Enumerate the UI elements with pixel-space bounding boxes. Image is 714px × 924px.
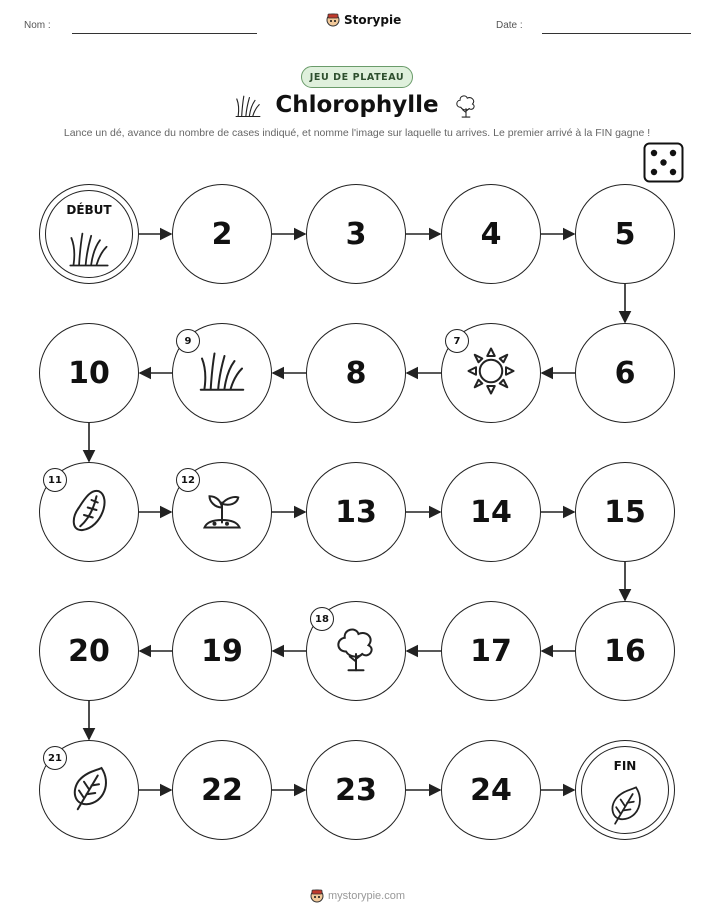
board-cell-15 [575,462,675,562]
date-label: Date : [496,20,523,31]
board-cell-21 [39,740,139,840]
board-cell-18 [306,601,406,701]
seed-icon [64,485,114,539]
cell-number: 24 [470,772,512,808]
cell-number-badge: 9 [176,329,200,353]
cell-number: 14 [470,494,512,530]
board-cell-22 [172,740,272,840]
board-cell-19 [172,601,272,701]
leaf-icon [64,763,114,817]
board-cell-4 [441,184,541,284]
grass-icon [197,346,247,400]
board-cell-16 [575,601,675,701]
board-cell-11 [39,462,139,562]
cell-number: 16 [604,633,646,669]
instructions-text: Lance un dé, avance du nombre de cases indiqué, et nomme l'image sur laquelle tu arrives. Le premier arrivé à la FIN gagne ! [63,127,651,139]
cell-number-badge: 18 [310,607,334,631]
cell-number-badge: 7 [445,329,469,353]
board-cell-12 [172,462,272,562]
start-label: DÉBUT [66,203,112,217]
board-cell-23 [306,740,406,840]
board-cell-10 [39,323,139,423]
board-cell-9 [172,323,272,423]
board-cell-13 [306,462,406,562]
board-cell-17 [441,601,541,701]
cell-number: 15 [604,494,646,530]
grass-icon [67,227,111,275]
board-cell-2 [172,184,272,284]
sprout-icon [197,485,247,539]
cell-number: 22 [201,772,243,808]
leaf-icon [603,783,647,831]
cell-number: 4 [480,216,502,252]
board-cell-8 [306,323,406,423]
cell-number: 6 [614,355,636,391]
cell-number: 13 [335,494,377,530]
cell-number: 19 [201,633,243,669]
cell-number: 20 [68,633,110,669]
game-type-badge: JEU DE PLATEAU [301,66,413,88]
footer-url: mystorypie.com [328,890,406,902]
cell-number: 17 [470,633,512,669]
board-cell-20 [39,601,139,701]
cell-number: 2 [211,216,233,252]
cell-number: 5 [614,216,636,252]
cell-number-badge: 11 [43,468,67,492]
board-cell-24 [441,740,541,840]
brand-name: Storypie [344,13,402,27]
tree-icon [331,624,381,678]
cell-number-badge: 12 [176,468,200,492]
sun-icon [466,346,516,400]
mascot-icon [310,888,324,904]
board-cell-3 [306,184,406,284]
board-cell-14 [441,462,541,562]
finish-cell [575,740,675,840]
name-label: Nom : [24,20,51,31]
start-cell [39,184,139,284]
cell-number-badge: 21 [43,746,67,770]
cell-number: 10 [68,355,110,391]
page-title: Chlorophylle [275,92,439,118]
cell-number: 23 [335,772,377,808]
board-cell-5 [575,184,675,284]
cell-number: 3 [345,216,367,252]
cell-number: 8 [345,355,367,391]
board-cell-6 [575,323,675,423]
board-cell-7 [441,323,541,423]
footer [310,888,405,904]
finish-label: FIN [613,759,637,773]
